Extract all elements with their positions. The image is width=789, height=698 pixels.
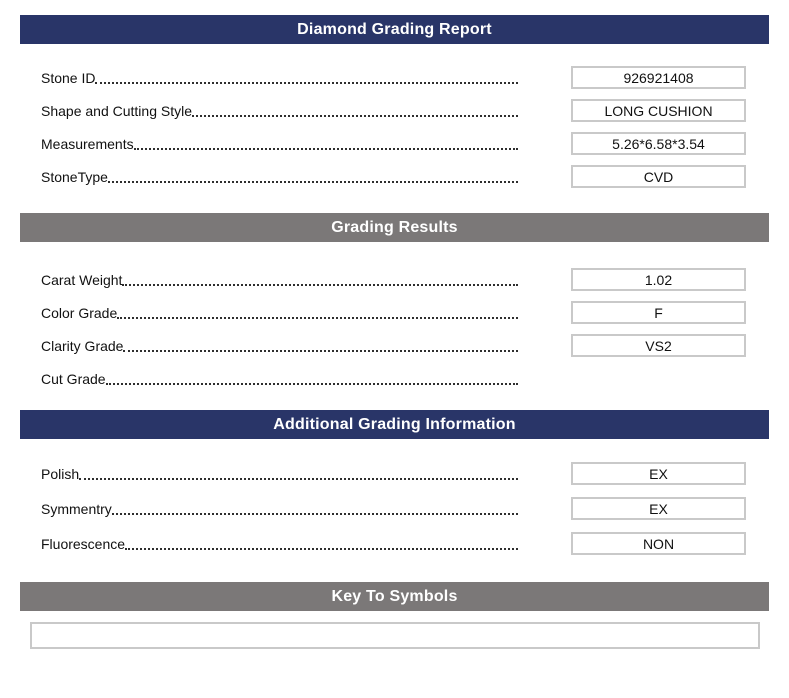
field-label-stone-id: Stone ID <box>41 69 96 86</box>
field-row-polish <box>41 462 789 485</box>
field-row-stone-id <box>41 66 789 89</box>
stone-id-value-field[interactable] <box>571 66 746 89</box>
field-label-clarity-grade: Clarity Grade <box>41 337 124 354</box>
dotted-leader <box>125 548 518 550</box>
field-leader <box>41 134 518 154</box>
section-rows-grading-results <box>41 268 789 390</box>
dotted-leader <box>108 181 518 183</box>
stone-type-value-field[interactable] <box>571 165 746 188</box>
field-label-color-grade: Color Grade <box>41 304 118 321</box>
section-title: Grading Results <box>331 218 458 236</box>
field-label-symmetry: Symmentry <box>41 500 112 517</box>
field-row-shape <box>41 99 789 122</box>
field-leader <box>41 68 518 88</box>
section-rows-additional-info <box>41 462 789 555</box>
shape-value-field[interactable] <box>571 99 746 122</box>
field-label-cut-grade: Cut Grade <box>41 370 106 387</box>
field-row-carat-weight <box>41 268 789 291</box>
fluorescence-value-field[interactable] <box>571 532 746 555</box>
section-title: Key To Symbols <box>331 587 458 605</box>
key-to-symbols-box[interactable] <box>30 622 760 649</box>
dotted-leader <box>112 513 518 515</box>
field-label-measurements: Measurements <box>41 135 134 152</box>
dotted-leader <box>122 284 518 286</box>
field-leader <box>41 464 518 484</box>
field-row-symmetry <box>41 497 789 520</box>
field-leader <box>41 369 518 389</box>
field-row-stone-type <box>41 165 789 188</box>
section-header-key-to-symbols <box>20 582 769 611</box>
clarity-grade-value-field[interactable] <box>571 334 746 357</box>
dotted-leader <box>79 478 518 480</box>
field-label-carat-weight: Carat Weight <box>41 271 123 288</box>
section-header-grading-results <box>20 213 769 242</box>
section-title: Diamond Grading Report <box>297 20 492 38</box>
polish-value-field[interactable] <box>571 462 746 485</box>
field-leader <box>41 534 518 554</box>
field-leader <box>41 270 518 290</box>
section-header-additional-grading-information <box>20 410 769 439</box>
section-header-diamond-grading-report <box>20 15 769 44</box>
field-label-shape: Shape and Cutting Style <box>41 102 192 119</box>
field-label-stone-type: StoneType <box>41 168 108 185</box>
field-row-clarity-grade <box>41 334 789 357</box>
field-row-measurements <box>41 132 789 155</box>
field-leader <box>41 167 518 187</box>
symmetry-value-field[interactable] <box>571 497 746 520</box>
field-leader <box>41 499 518 519</box>
dotted-leader <box>106 383 518 385</box>
dotted-leader <box>123 350 518 352</box>
color-grade-value-field[interactable] <box>571 301 746 324</box>
field-row-cut-grade <box>41 367 789 390</box>
field-leader <box>41 336 518 356</box>
dotted-leader <box>95 82 518 84</box>
carat-weight-value-field[interactable] <box>571 268 746 291</box>
section-title: Additional Grading Information <box>273 415 516 433</box>
field-leader <box>41 101 518 121</box>
section-rows-identification <box>41 66 789 188</box>
measurements-value-field[interactable] <box>571 132 746 155</box>
dotted-leader <box>134 148 518 150</box>
field-label-fluorescence: Fluorescence <box>41 535 126 552</box>
field-leader <box>41 303 518 323</box>
field-label-polish: Polish <box>41 465 80 482</box>
dotted-leader <box>192 115 518 117</box>
field-row-fluorescence <box>41 532 789 555</box>
dotted-leader <box>117 317 518 319</box>
field-row-color-grade <box>41 301 789 324</box>
